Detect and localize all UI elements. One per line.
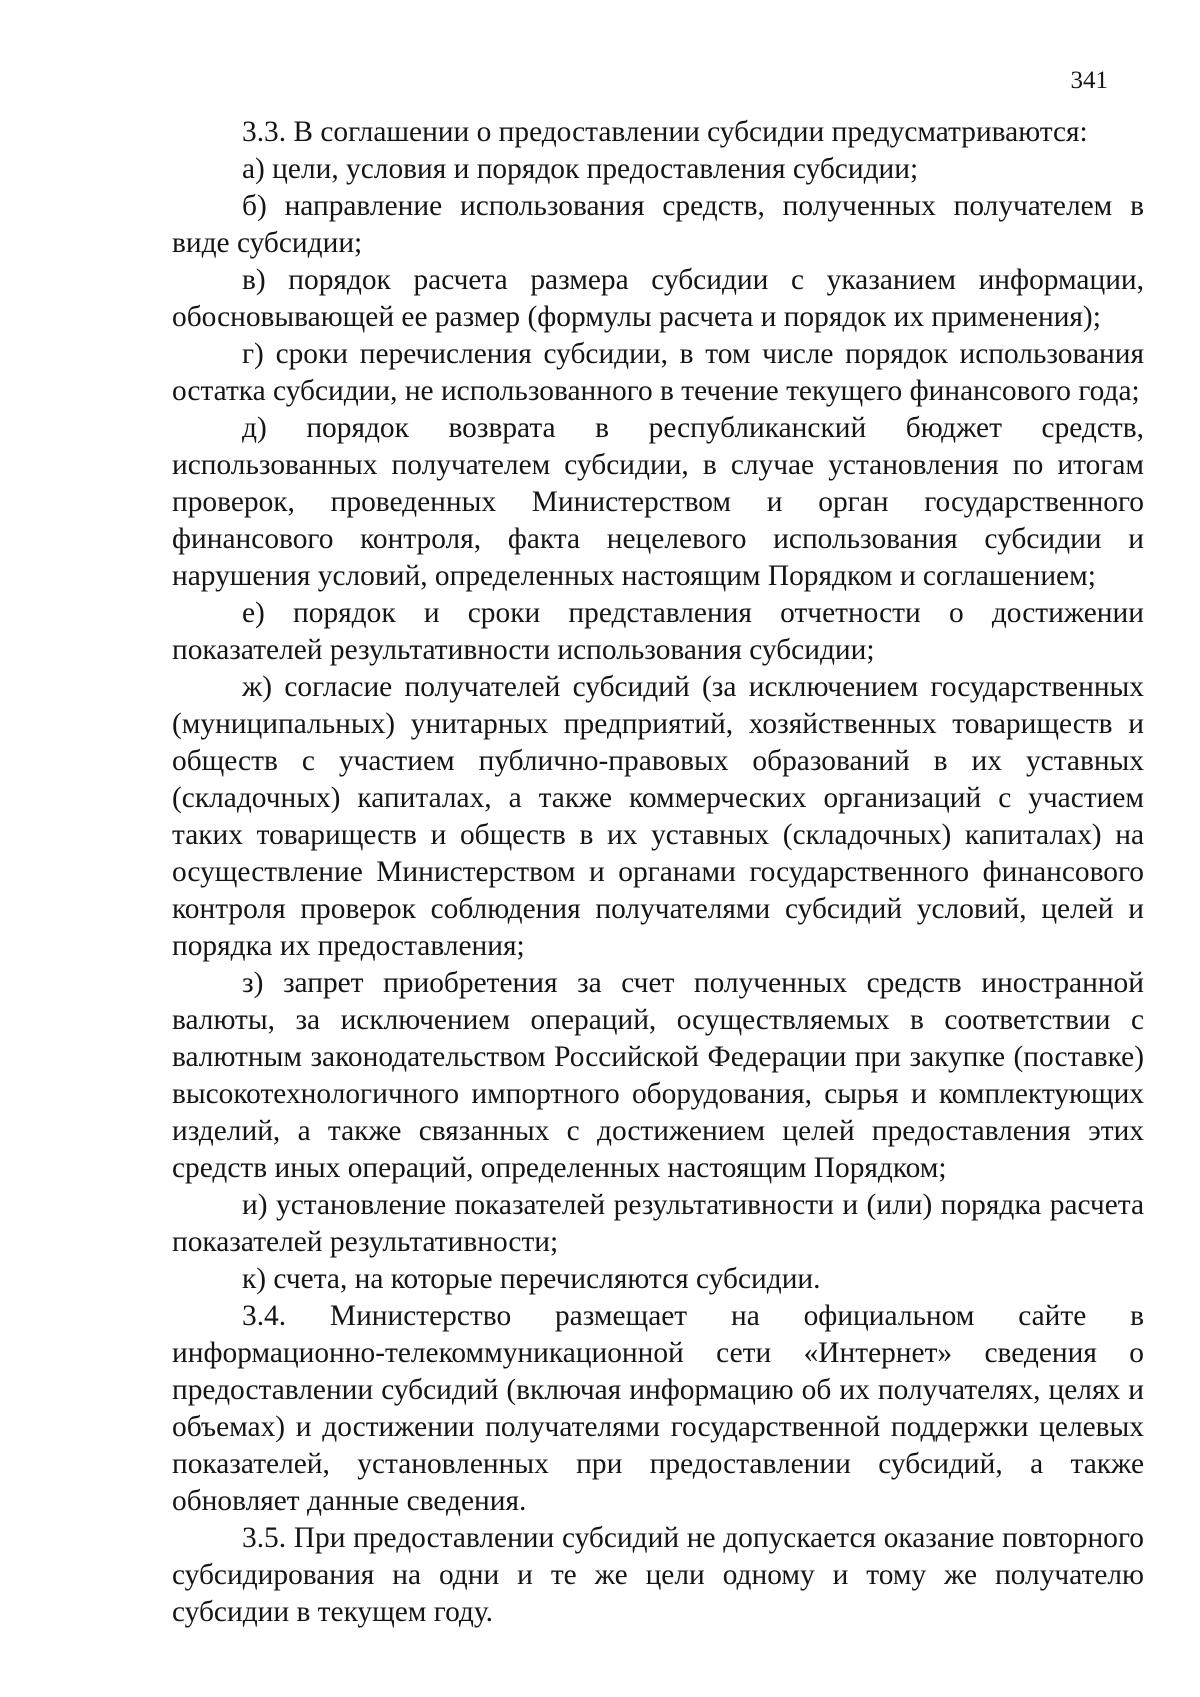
list-item-zh: ж) согласие получателей субсидий (за исключением государственных (муниципальных) унитарных предприятий, хозяйственных товариществ и обществ с участием публично-правовых образований в их уставных (складочных) капиталах, а также коммерческих организаций с участием таких товариществ и обществ в их уставных (складочных) капиталах) на осуществление Министерством и органами государственного финансового контроля проверок соблюдения получателями субсидий условий, целей и порядка их предоставления; — [172, 671, 1144, 962]
list-item-b: б) направление использования средств, полученных получателем в виде субсидии; — [172, 190, 1144, 259]
paragraph-3-5: 3.5. При предоставлении субсидий не допускается оказание повторного субсидирования на одни и те же цели одному и тому же получателю субсидии в текущем году. — [172, 1522, 1144, 1628]
list-item-g: г) сроки перечисления субсидии, в том числе порядок использования остатка субсидии, не использованного в течение текущего финансового года; — [172, 338, 1144, 407]
paragraph-3-4: 3.4. Министерство размещает на официальном сайте в информационно-телекоммуникационной сети «Интернет» сведения о предоставлении субсидий (включая информацию об их получателях, целях и объемах) и достижении получателями государственной поддержки целевых показателей, установленных при предоставлении субсидий, а также обновляет данные сведения. — [172, 1300, 1144, 1517]
list-item-k: к) счета, на которые перечисляются субсидии. — [242, 1263, 821, 1295]
list-item-i: и) установление показателей результативности и (или) порядка расчета показателей результативности; — [172, 1189, 1144, 1258]
list-item-v: в) порядок расчета размера субсидии с указанием информации, обосновывающей ее размер (формулы расчета и порядок их применения); — [172, 264, 1144, 333]
page-number: 341 — [1070, 67, 1108, 94]
list-item-e: е) порядок и сроки представления отчетности о достижении показателей результативности использования субсидии; — [172, 597, 1144, 666]
paragraph-3-3: 3.3. В соглашении о предоставлении субсидии предусматриваются: — [242, 116, 1088, 148]
list-item-z: з) запрет приобретения за счет полученных средств иностранной валюты, за исключением операций, осуществляемых в соответствии с валютным законодательством Российской Федерации при закупке (поставке) высокотехнологичного импортного оборудования, сырья и комплектующих изделий, а также связанных с достижением целей предоставления этих средств иных операций, определенных настоящим Порядком; — [172, 967, 1144, 1184]
list-item-d: д) порядок возврата в республиканский бюджет средств, использованных получателем субсидии, в случае установления по итогам проверок, проведенных Министерством и орган государственного финансового контроля, факта нецелевого использования субсидии и нарушения условий, определенных настоящим Порядком и соглашением; — [172, 412, 1144, 592]
list-item-a: а) цели, условия и порядок предоставления субсидии; — [242, 153, 919, 185]
document-body — [172, 114, 1144, 1631]
